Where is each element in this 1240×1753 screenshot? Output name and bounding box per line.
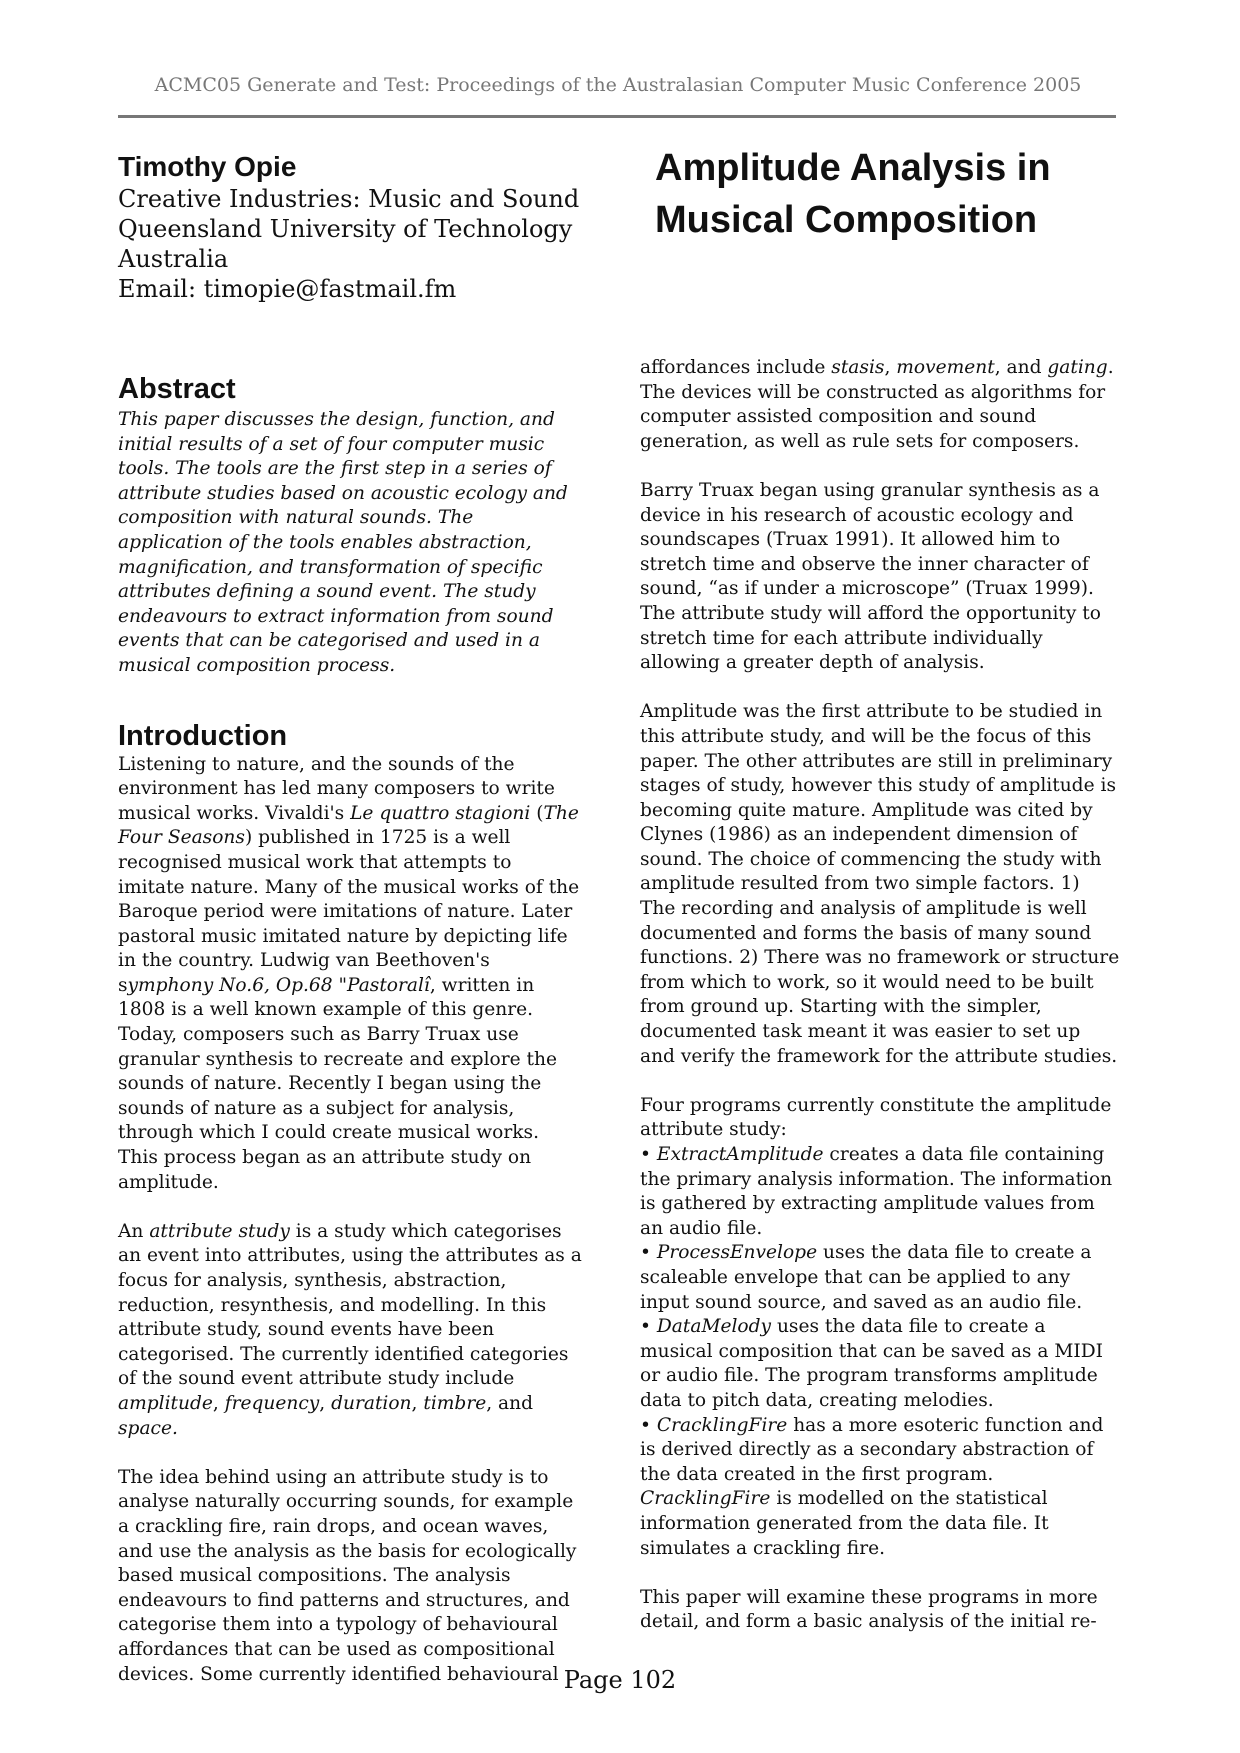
author-affiliation-2: Queensland University of Technology bbox=[118, 215, 573, 243]
left-column bbox=[118, 372, 583, 1687]
bullet-data-melody: • DataMelody uses the data file to create a musical composition that can be saved as a MIDI or audio file. The program transforms amplitude data to pitch data, creating melodies. bbox=[640, 1316, 1104, 1411]
introduction-heading: Introduction bbox=[118, 719, 288, 752]
abstract-text: This paper discusses the design, function, and initial results of a set of four computer music tools. The tools are the first step in a series of attribute studies based on acoustic ecology and composition with natural sounds. The application of the tools enables abstraction, magnification, and transformation of specific attributes defining a sound event. The study endeavours to extract information from sound events that can be categorised and used in a musical composition process. bbox=[118, 409, 568, 676]
page-number: Page 102 bbox=[563, 1666, 677, 1694]
right-paragraph-1: affordances include stasis, movement, and gating. The devices will be constructed as algorithms for computer assisted composition and sound generation, as well as rule sets for composers. bbox=[640, 357, 1114, 452]
running-header: ACMC05 Generate and Test: Proceedings of the Australasian Computer Music Conference 2005 bbox=[154, 74, 1082, 96]
author-name: Timothy Opie bbox=[118, 151, 297, 182]
right-paragraph-5: This paper will examine these programs in more detail, and form a basic analysis of the initial re- bbox=[640, 1586, 1098, 1633]
paper-title: Amplitude Analysis in Musical Composition bbox=[655, 147, 1051, 241]
bullet-crackling-fire: • CracklingFire has a more esoteric function and is derived directly as a secondary abstraction of the data created in the first program. CracklingFire is modelled on the statistical information generated from the data file. It simulates a crackling fire. bbox=[640, 1414, 1104, 1559]
intro-paragraph-3: The idea behind using an attribute study is to analyse naturally occurring sounds, for example a crackling fire, rain drops, and ocean waves, and use the analysis as the basis for ecologically based musical compositions. The analysis endeavours to find patterns and structures, and categorise them into a typology of behavioural affordances that can be used as compositional devices. Some currently identified behavioural bbox=[118, 1466, 577, 1685]
abstract-heading: Abstract bbox=[118, 373, 236, 405]
intro-paragraph-2: An attribute study is a study which categorises an event into attributes, using the attributes as a focus for analysis, synthesis, abstraction, reduction, resynthesis, and modelling. In this attribute study, sound events have been categorised. The currently identified categories of the sound event attribute study include amplitude, frequency, duration, timbre, and space. bbox=[118, 1220, 582, 1439]
bullet-extract-amplitude: • ExtractAmplitude creates a data file containing the primary analysis information. The information is gathered by extracting amplitude values from an audio file. bbox=[640, 1144, 1113, 1239]
author-affiliation-1: Creative Industries: Music and Sound bbox=[118, 185, 580, 213]
header-rule bbox=[118, 115, 1116, 118]
right-paragraph-3: Amplitude was the first attribute to be studied in this attribute study, and will be the focus of this paper. The other attributes are still in preliminary stages of study, however this study of amplitude is becoming quite mature. Amplitude was cited by Clynes (1986) as an independent dimension of sound. The choice of commencing the study with amplitude resulted from two simple factors. 1) The recording and analysis of amplitude is well documented and forms the basis of many sound functions. 2) There was no framework or structure from which to work, so it would need to be built from ground up. Starting with the simpler, documented task meant it was easier to set up and verify the framework for the attribute studies. bbox=[640, 701, 1120, 1067]
bullet-process-envelope: • ProcessEnvelope uses the data file to create a scaleable envelope that can be applied to any input sound source, and saved as an audio file. bbox=[640, 1242, 1092, 1313]
author-block bbox=[118, 152, 588, 304]
intro-paragraph-1: Listening to nature, and the sounds of the environment has led many composers to write musical works. Vivaldi's Le quattro stagioni (The Four Seasons) published in 1725 is a well recognised musical work that attempts to imitate nature. Many of the musical works of the Baroque period were imitations of nature. Later pastoral music imitated nature by depicting life in the country. Ludwig van Beethoven's symphony No.6, Op.68 "Pastoralî, written in 1808 is a well known example of this genre. Today, composers such as Barry Truax use granular synthesis to recreate and explore the sounds of nature. Recently I began using the sounds of nature as a subject for analysis, through which I could create musical works. This process began as an attribute study on amplitude. bbox=[118, 753, 580, 1193]
right-paragraph-4: Four programs currently constitute the amplitude attribute study: bbox=[640, 1094, 1112, 1141]
author-country: Australia bbox=[118, 245, 229, 273]
author-email[interactable]: Email: timopie@fastmail.fm bbox=[118, 275, 457, 303]
right-column bbox=[640, 356, 1120, 1635]
right-paragraph-2: Barry Truax began using granular synthesis as a device in his research of acoustic ecology and soundscapes (Truax 1991). It allowed him to stretch time and observe the inner character of sound, “as if under a microscope” (Truax 1999). The attribute study will afford the opportunity to stretch time for each attribute individually allowing a greater depth of analysis. bbox=[640, 479, 1101, 674]
